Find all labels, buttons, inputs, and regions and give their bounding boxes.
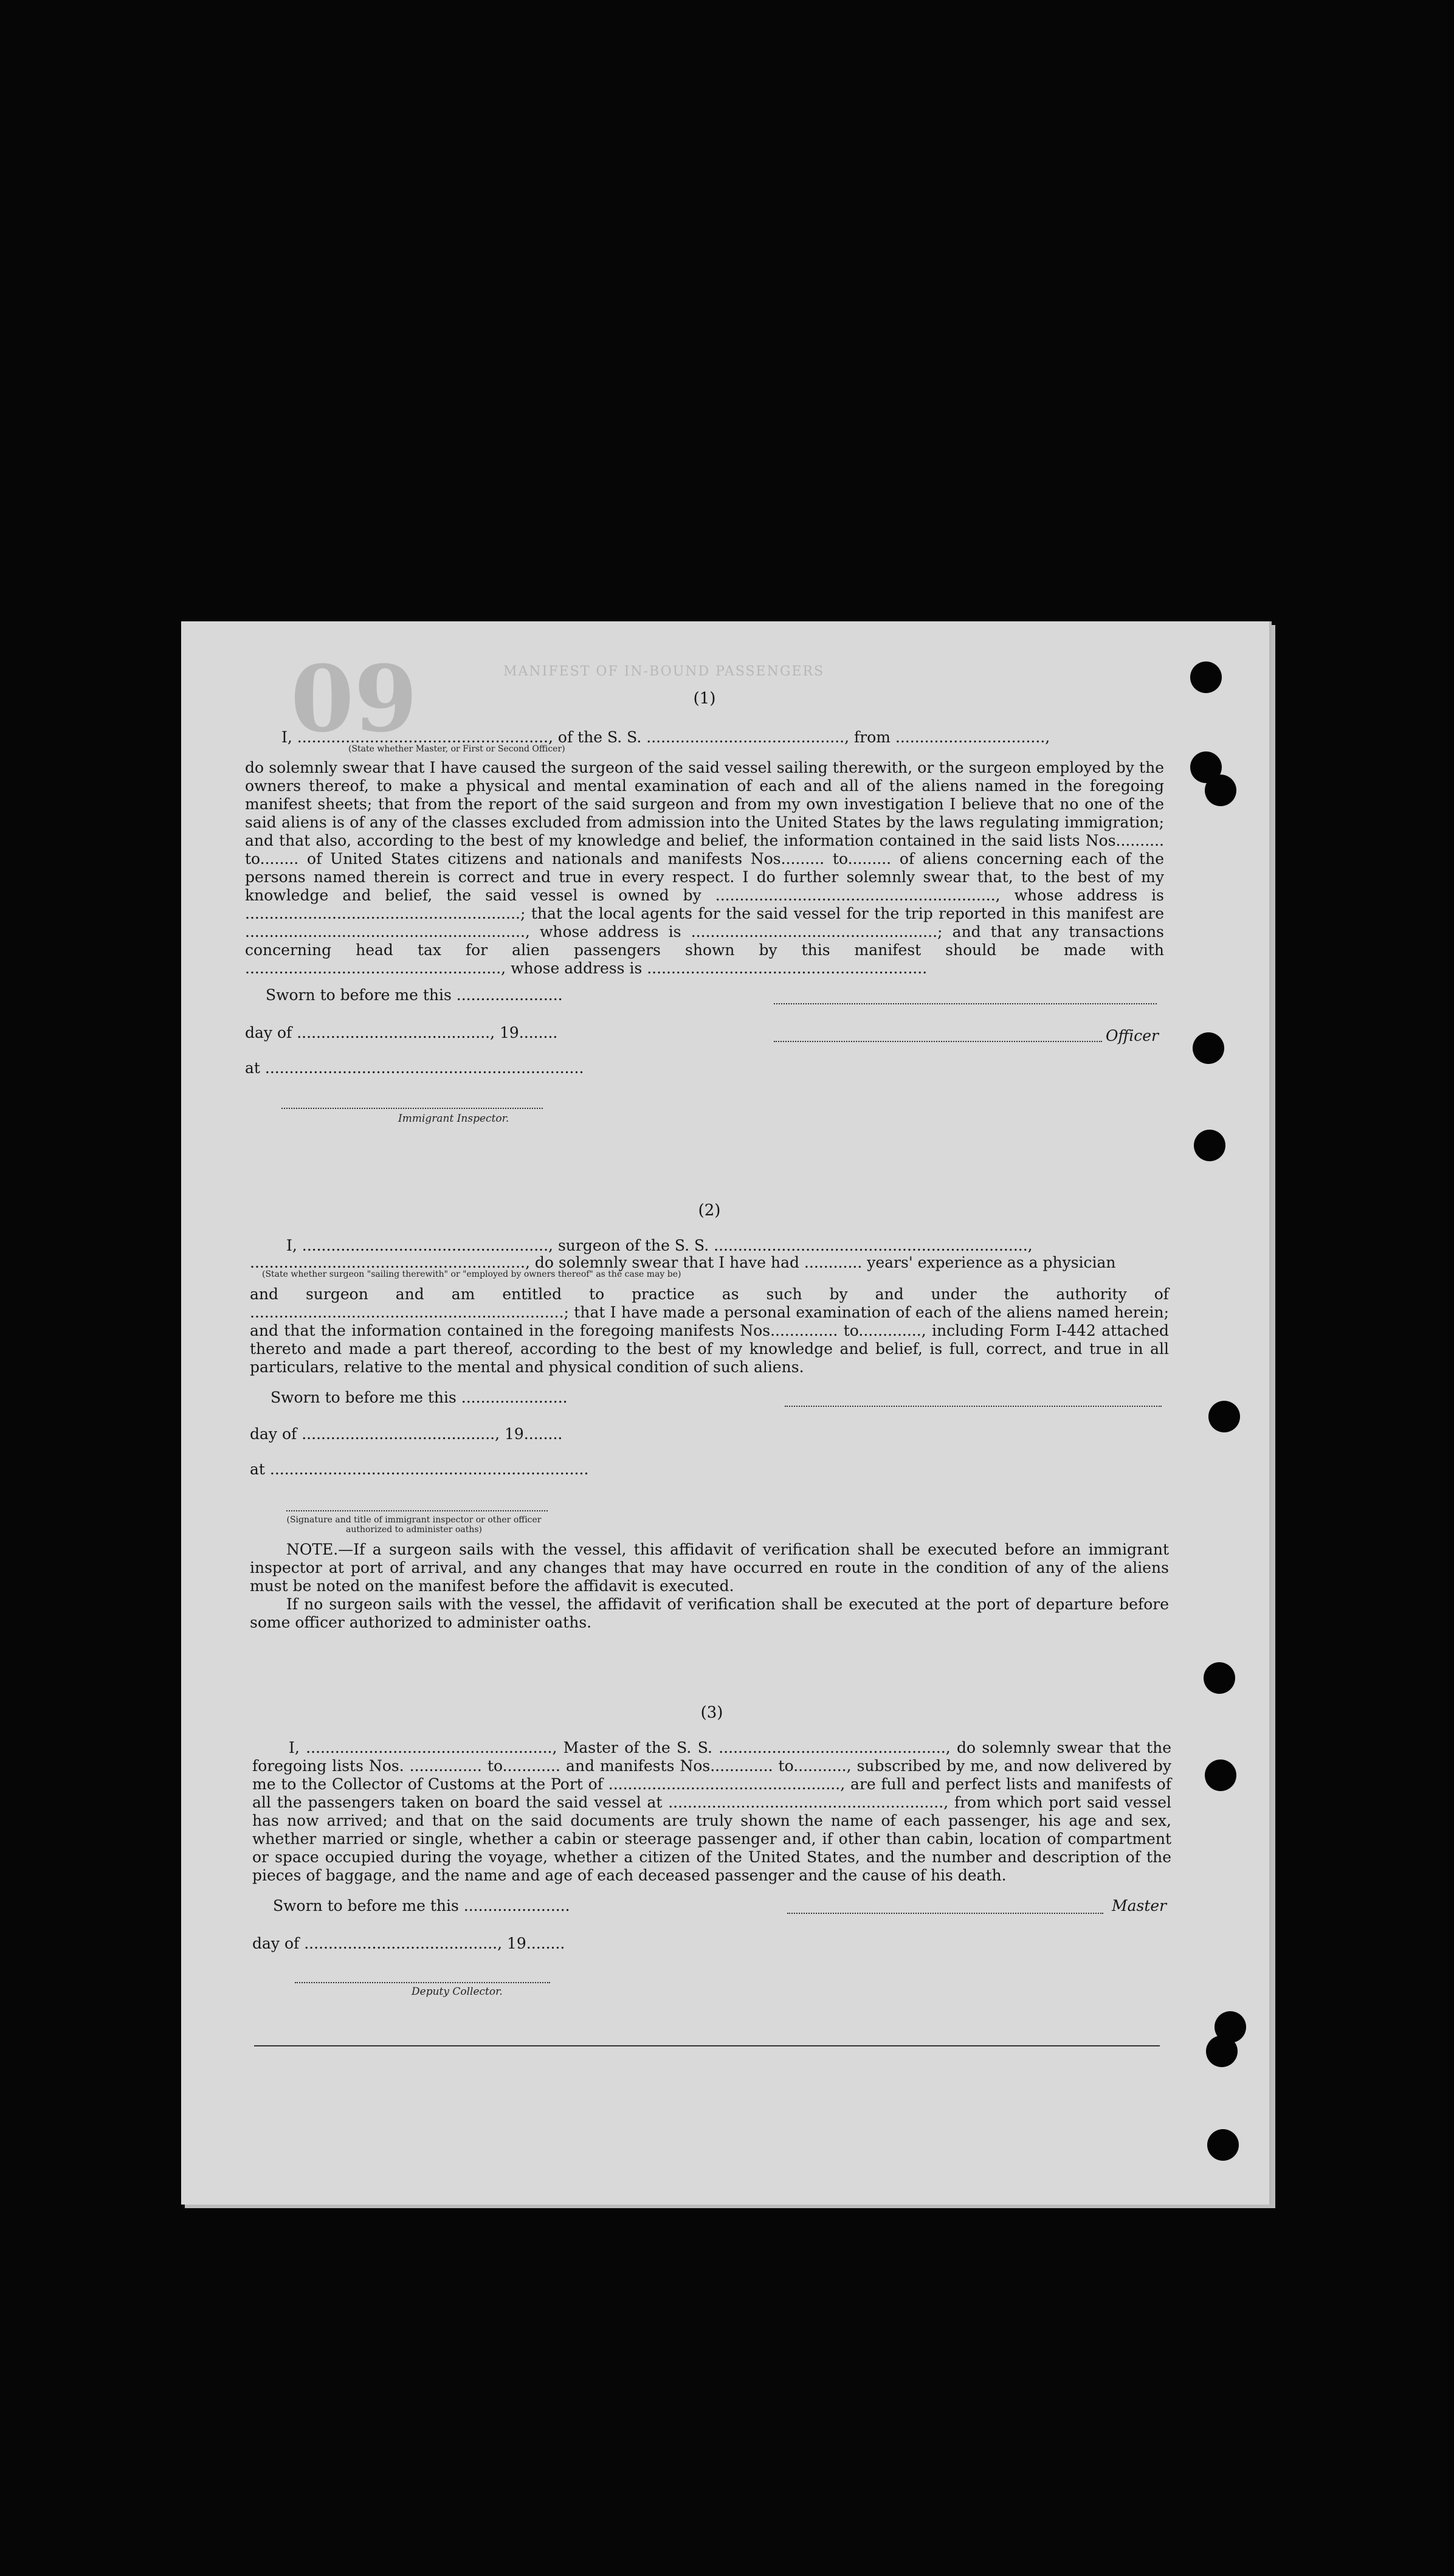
day-line: day of ........................................, 19........ [250,1425,563,1443]
sworn-line: Sworn to before me this ...................... [273,1897,570,1915]
inspector-signature-line [281,1108,543,1109]
day-line: day of ........................................, 19........ [252,1935,565,1952]
officer-label: Officer [1106,1027,1159,1045]
section-heading: (3) [700,1704,723,1722]
surgeon-signature-line [785,1406,1162,1407]
sworn-line: Sworn to before me this ...................... [266,986,563,1004]
officer-signature-line [774,1041,1102,1042]
master-label: Master [1112,1897,1167,1915]
inspector-label: Immigrant Inspector. [398,1113,509,1125]
inspector-signature-line [286,1510,548,1511]
signature-caption: (Signature and title of immigrant inspector or other officer authorized to administer oaths) [286,1515,542,1535]
show-through-header: MANIFEST OF IN-BOUND PASSENGERS [503,664,825,679]
surgeon-body: and surgeon and am entitled to practice as such by and under the authority of .................................................................; that I have made a personal examination of each of the aliens named herein; and that the information contained in the foregoing manifests Nos.............. to............., including Form I-442 attached thereto and made a part thereof, according to the best of my knowledge and belief, is full, correct, and true in all particulars, relative to the mental and physical condition of such aliens. [250,1285,1169,1376]
punch-hole [1194,1130,1225,1161]
section-heading: (1) [693,689,716,708]
punch-hole [1190,661,1222,693]
at-line: at .................................................................. [245,1059,584,1077]
oath-line: I, ...................................................., of the S. S. ........................................., from ..............................., [281,728,1050,746]
master-signature-line [787,1913,1103,1914]
punch-hole [1204,1662,1235,1694]
day-line: day of ........................................, 19........ [245,1024,558,1041]
note-paragraph-2: If no surgeon sails with the vessel, the affidavit of verification shall be executed at the port of departure before some officer authorized to administer oaths. [250,1595,1169,1631]
show-through-number: 09 [291,646,418,753]
punch-hole [1193,1032,1224,1064]
punch-hole [1207,2129,1239,2161]
signature-line [774,1003,1157,1004]
punch-hole [1206,2036,1238,2067]
section-heading: (2) [698,1201,721,1220]
oath-body: do solemnly swear that I have caused the surgeon of the said vessel sailing therewith, or the surgeon employed by the owners thereof, to make a physical and mental examination of each and all of the aliens named in the foregoing manifest sheets; that from the report of the said surgeon and from my own investigation I believe that no one of the said aliens is of any of the classes excluded from admission into the United States by the laws regulating immigration; and that also, according to the best of my knowledge and belief, the information contained in the said lists Nos.......... to........ of United States citizens and nationals and manifests Nos......... to......... of aliens concerning each of the persons named therein is correct and true in every respect. I do further solemnly swear that, to the best of my knowledge and belief, the said vessel is owned by .........................................................., whose address is .........................................................; that the local agents for the said vessel for the trip reported in this manifest are .........................................................., whose address is ...................................................; and that any transactions concerning head tax for alien passengers shown by this manifest should be made with ....................................................., whose address is .......................................................... [245,759,1164,977]
surgeon-line-1: I, ..................................................., surgeon of the S. S. ................................................................., [286,1237,1033,1254]
manifest-back-page [181,621,1272,2205]
collector-label: Deputy Collector. [412,1986,503,1998]
at-line: at .................................................................. [250,1460,589,1478]
punch-hole [1205,1759,1236,1791]
surgeon-caption: (State whether surgeon "sailing therewith" or "employed by owners thereof" as the case may be) [262,1269,681,1279]
oath-caption: (State whether Master, or First or Second Officer) [348,744,565,754]
surgeon-line-2: ........................................................., do solemnly swear that I have had ............ years' experience as a physician [250,1254,1116,1271]
punch-hole [1205,775,1236,806]
note-paragraph: NOTE.—If a surgeon sails with the vessel, this affidavit of verification shall be executed before an immigrant inspector at port of arrival, and any changes that may have occurred en route in the condition of any of the aliens must be noted on the manifest before the affidavit is executed. [250,1541,1169,1595]
collector-signature-line [295,1982,550,1983]
bottom-rule [254,2045,1160,2046]
punch-hole [1208,1401,1240,1432]
master-body: I, ..................................................., Master of the S. S. ..............................................., do solemnly swear that the foregoing lists Nos. ............... to............ and manifests Nos............. to..........., subscribed by me, and now delivered by me to the Collector of Customs at the Port of ................................................, are full and perfect lists and manifests of all the passengers taken on board the said vessel at ........................................................., from which port said vessel has now arrived; and that on the said documents are truly shown the name of each passenger, his age and sex, whether married or single, whether a cabin or steerage passenger and, if other than cabin, location of compartment or space occupied during the voyage, whether a citizen of the United States, and the number and description of the pieces of baggage, and the name and age of each deceased passenger and the cause of his death. [252,1739,1171,1884]
sworn-line: Sworn to before me this ...................... [270,1389,568,1406]
